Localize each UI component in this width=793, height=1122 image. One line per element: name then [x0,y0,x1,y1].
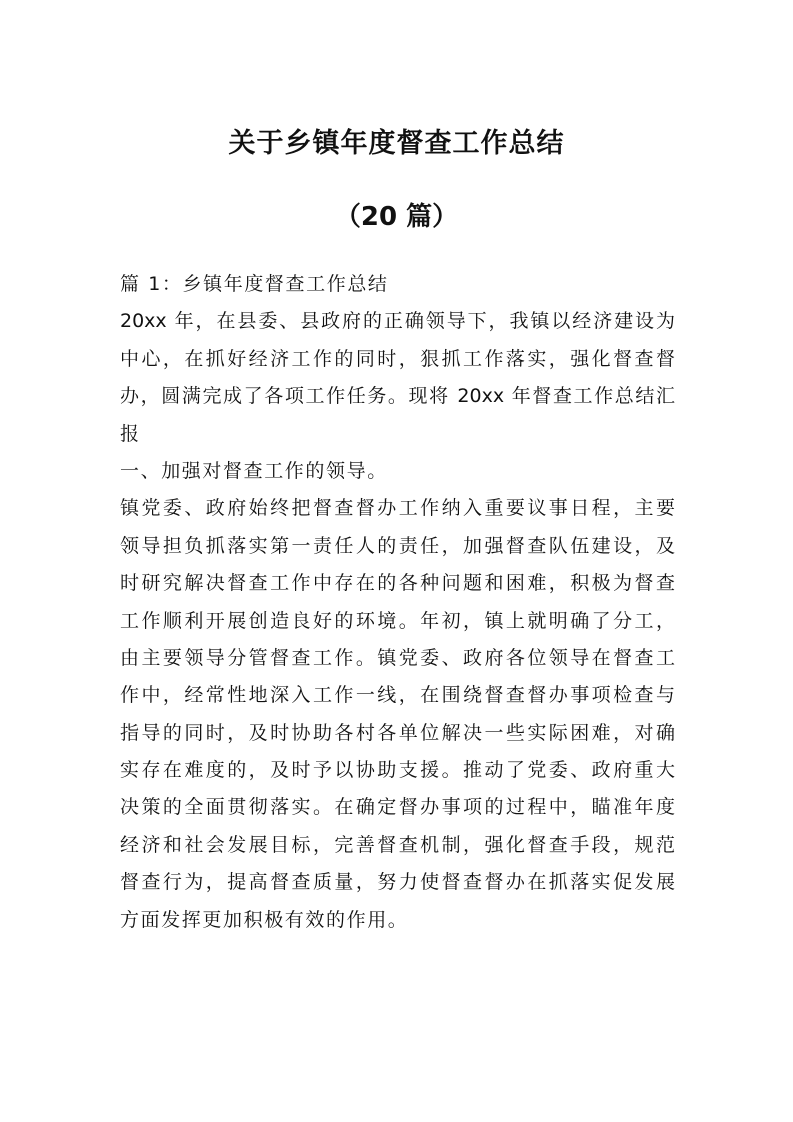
paragraph-line: 方面发挥更加积极有效的作用。 [120,908,409,931]
paragraph-line: 工作顺利开展创造良好的环境。年初，镇上就明确了分工， [120,609,675,632]
paragraph-line: 领导担负抓落实第一责任人的责任，加强督查队伍建设，及 [120,534,675,557]
paragraph-line: 督查行为，提高督查质量，努力使督查督办在抓落实促发展 [120,871,675,894]
document-title: 关于乡镇年度督查工作总结 [228,128,565,159]
paragraph-line: 镇党委、政府始终把督查督办工作纳入重要议事日程，主要 [120,497,675,520]
paragraph-line: 办，圆满完成了各项工作任务。现将 20xx 年督查工作总结汇 [120,385,675,408]
document-subtitle: （20 篇） [334,202,459,232]
paragraph-line: 中心，在抓好经济工作的同时，狠抓工作落实，强化督查督 [120,347,675,370]
paragraph-line: 由主要领导分管督查工作。镇党委、政府各位领导在督查工 [120,646,675,669]
document-body [120,266,675,939]
paragraph-line: 篇 1：乡镇年度督查工作总结 [120,273,389,295]
paragraph-line: 报 [120,422,141,445]
paragraph-line: 作中，经常性地深入工作一线，在围绕督查督办事项检查与 [120,684,675,707]
paragraph-line: 决策的全面贯彻落实。在确定督办事项的过程中，瞄准年度 [120,796,675,819]
paragraph-line: 实存在难度的，及时予以协助支援。推动了党委、政府重大 [120,759,675,782]
paragraph-line: 指导的同时，及时协助各村各单位解决一些实际困难，对确 [120,721,675,744]
paragraph-line: 时研究解决督查工作中存在的各种问题和困难，积极为督查 [120,572,675,595]
paragraph-line: 一、加强对督查工作的领导。 [120,459,388,482]
paragraph-line: 20xx 年，在县委、县政府的正确领导下，我镇以经济建设为 [120,310,675,333]
paragraph-line: 经济和社会发展目标，完善督查机制，强化督查手段，规范 [120,833,675,856]
